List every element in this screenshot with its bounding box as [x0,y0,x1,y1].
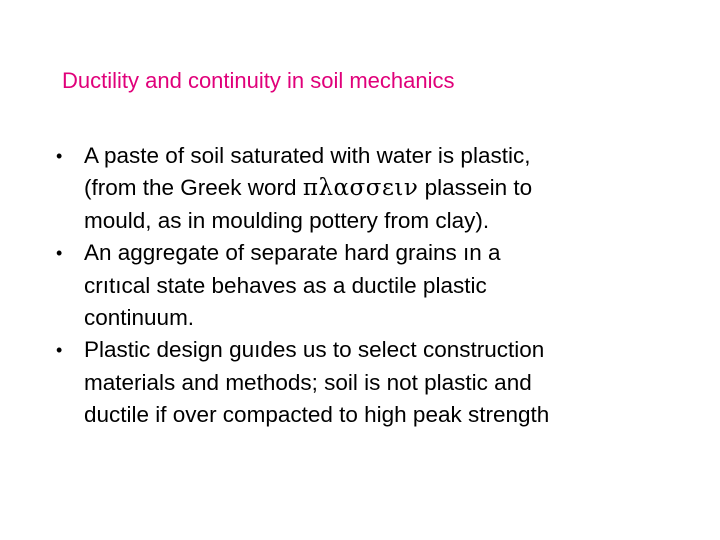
bullet-item-design [56,334,696,431]
slide-title: Ductility and continuity in soil mechanics [62,68,455,93]
bullet-text: Plastic design guıdes us to select construction materials and methods; soil is not plastic and ductile if over compacted to high peak strength [84,337,550,428]
bullet-dot-icon: • [56,340,63,361]
bullet-item-aggregate [56,237,696,334]
bullet-item-plastic [56,140,696,237]
greek-word: πλασσειν [302,175,419,202]
bullet-text: An aggregate of separate hard grains ın a crıtıcal state behaves as a ductile plastic continuum. [84,240,501,331]
bullet-dot-icon: • [56,146,63,166]
bullet-dot-icon: • [56,243,63,264]
bullet-list [56,140,696,432]
bullet-text-part: plassein to mould, as in moulding pottery from clay). [84,175,533,233]
bullet-text-part: A paste of soil saturated with water is plastic, (from the Greek word [84,143,531,201]
